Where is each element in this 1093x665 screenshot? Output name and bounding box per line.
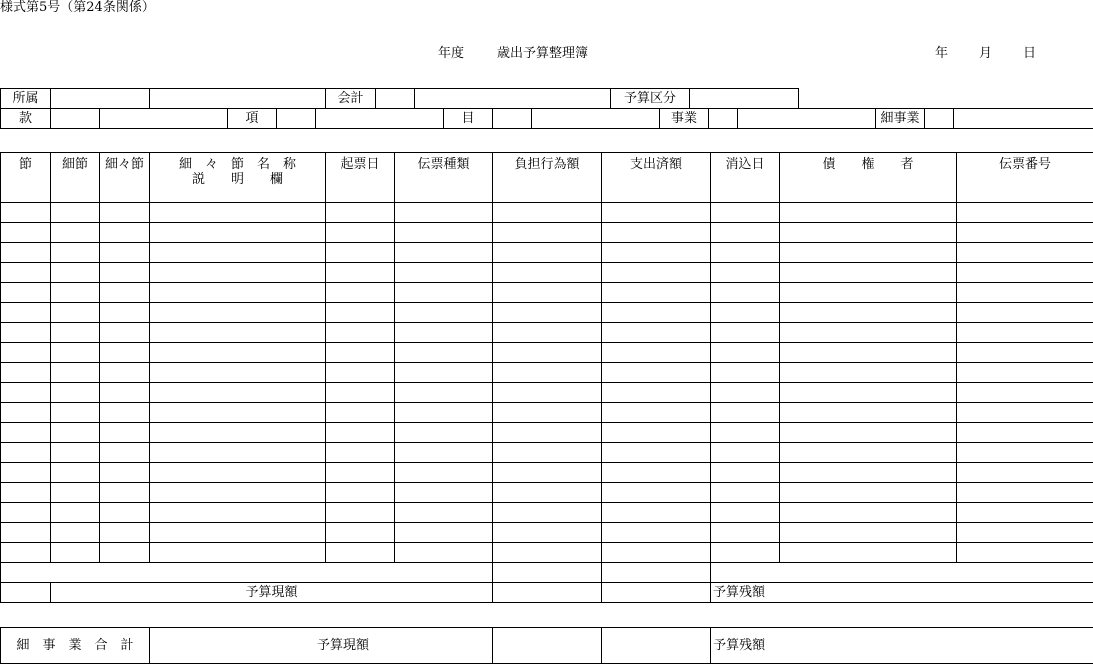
col-setsu: 節 — [1, 153, 51, 203]
kan-name-field[interactable] — [100, 109, 228, 129]
ledger-cell[interactable] — [711, 263, 780, 283]
table-row — [1, 343, 1093, 363]
ledger-cell[interactable] — [711, 243, 780, 263]
ledger-cell[interactable] — [957, 343, 1093, 363]
ledger-cell[interactable] — [326, 203, 395, 223]
ledger-cell[interactable] — [395, 483, 493, 503]
ledger-cell[interactable] — [1, 523, 51, 543]
ledger-cell[interactable] — [326, 483, 395, 503]
blank-cell-left — [1, 563, 493, 583]
ledger-cell[interactable] — [150, 483, 326, 503]
jigyou-label: 事業 — [660, 109, 709, 129]
summary-budget-current-label: 予算現額 — [150, 628, 493, 664]
ledger-cell[interactable] — [395, 523, 493, 543]
ledger-cell[interactable] — [100, 323, 150, 343]
ledger-cell[interactable] — [326, 343, 395, 363]
ledger-cell[interactable] — [395, 303, 493, 323]
ledger-cell[interactable] — [602, 503, 711, 523]
date-day-label: 日 — [1023, 46, 1037, 61]
blank-cell-shishutsu[interactable] — [602, 563, 711, 583]
ledger-cell[interactable] — [493, 463, 602, 483]
ledger-cell[interactable] — [493, 483, 602, 503]
ledger-cell[interactable] — [780, 403, 957, 423]
ledger-cell[interactable] — [100, 283, 150, 303]
ledger-cell[interactable] — [780, 463, 957, 483]
summary-budget-remaining-label: 予算残額 — [711, 628, 1093, 664]
ledger-cell[interactable] — [602, 303, 711, 323]
ledger-cell[interactable] — [51, 443, 100, 463]
ledger-cell[interactable] — [395, 403, 493, 423]
ledger-cell[interactable] — [602, 343, 711, 363]
ledger-cell[interactable] — [780, 383, 957, 403]
ledger-cell[interactable] — [711, 423, 780, 443]
ledger-cell[interactable] — [100, 503, 150, 523]
ledger-cell[interactable] — [711, 303, 780, 323]
ledger-cell[interactable] — [150, 283, 326, 303]
kaikei-code-field[interactable] — [376, 89, 415, 109]
ledger-cell[interactable] — [602, 463, 711, 483]
col-saisetsu: 細節 — [51, 153, 100, 203]
kou-name-field[interactable] — [316, 109, 444, 129]
ledger-cell[interactable] — [395, 203, 493, 223]
ledger-cell[interactable] — [780, 543, 957, 563]
ledger-cell[interactable] — [1, 263, 51, 283]
ledger-cell[interactable] — [602, 483, 711, 503]
table-row — [1, 523, 1093, 543]
ledger-cell[interactable] — [711, 463, 780, 483]
ledger-cell[interactable] — [711, 223, 780, 243]
ledger-cell[interactable] — [780, 283, 957, 303]
ledger-cell[interactable] — [1, 423, 51, 443]
ledger-cell[interactable] — [150, 443, 326, 463]
ledger-cell[interactable] — [957, 403, 1093, 423]
col-name-description — [150, 153, 326, 203]
budget-remaining-label: 予算残額 — [711, 583, 1093, 603]
ledger-cell[interactable] — [1, 283, 51, 303]
ledger-cell[interactable] — [100, 243, 150, 263]
ledger-cell[interactable] — [493, 383, 602, 403]
ledger-cell[interactable] — [493, 203, 602, 223]
ledger-cell[interactable] — [780, 323, 957, 343]
ledger-cell[interactable] — [395, 263, 493, 283]
ledger-cell[interactable] — [100, 423, 150, 443]
ledger-cell[interactable] — [51, 403, 100, 423]
budget-total-setsu-cell — [1, 583, 51, 603]
ledger-cell[interactable] — [957, 423, 1093, 443]
ledger-cell[interactable] — [150, 223, 326, 243]
ledger-cell[interactable] — [780, 223, 957, 243]
ledger-cell[interactable] — [957, 523, 1093, 543]
ledger-cell[interactable] — [1, 403, 51, 423]
table-row — [1, 283, 1093, 303]
ledger-cell[interactable] — [493, 263, 602, 283]
budget-current-label: 予算現額 — [51, 583, 493, 603]
ledger-cell[interactable] — [602, 223, 711, 243]
ledger-cell[interactable] — [150, 323, 326, 343]
ledger-cell[interactable] — [1, 463, 51, 483]
ledger-cell[interactable] — [150, 423, 326, 443]
blank-row — [1, 563, 1093, 583]
sai-jigyou-name-field[interactable] — [954, 109, 1093, 129]
ledger-cell[interactable] — [51, 223, 100, 243]
budget-total-row — [1, 583, 1093, 603]
ledger-cell[interactable] — [711, 383, 780, 403]
shozoku-label: 所属 — [1, 89, 51, 109]
ledger-cell[interactable] — [493, 363, 602, 383]
ledger-cell[interactable] — [493, 543, 602, 563]
ledger-cell[interactable] — [100, 223, 150, 243]
ledger-cell[interactable] — [780, 343, 957, 363]
ledger-cell[interactable] — [711, 503, 780, 523]
ledger-cell[interactable] — [493, 283, 602, 303]
table-row — [1, 223, 1093, 243]
col-shishutsu-zumi-gaku: 支出済額 — [602, 153, 711, 203]
jigyou-name-field[interactable] — [738, 109, 876, 129]
ledger-cell[interactable] — [150, 363, 326, 383]
ledger-body — [1, 203, 1093, 563]
date-month-label: 月 — [979, 46, 993, 61]
ledger-cell[interactable] — [602, 263, 711, 283]
ledger-cell[interactable] — [326, 363, 395, 383]
ledger-cell[interactable] — [395, 463, 493, 483]
col-futan-koui-gaku: 負担行為額 — [493, 153, 602, 203]
ledger-cell[interactable] — [602, 283, 711, 303]
ledger-cell[interactable] — [326, 463, 395, 483]
ledger-cell[interactable] — [326, 423, 395, 443]
ledger-cell[interactable] — [51, 283, 100, 303]
table-row — [1, 403, 1093, 423]
ledger-cell[interactable] — [780, 443, 957, 463]
page-title: 歳出予算整理簿 — [497, 46, 589, 61]
col-kihyoubi: 起票日 — [326, 153, 395, 203]
ledger-cell[interactable] — [100, 303, 150, 323]
ledger-cell[interactable] — [493, 223, 602, 243]
ledger-cell[interactable] — [395, 343, 493, 363]
summary-table — [0, 627, 1093, 664]
summary-label: 細 事 業 合 計 — [1, 628, 150, 664]
ledger-cell[interactable] — [493, 443, 602, 463]
ledger-cell[interactable] — [780, 203, 957, 223]
ledger-cell[interactable] — [395, 503, 493, 523]
ledger-cell[interactable] — [326, 523, 395, 543]
moku-code-field[interactable] — [493, 109, 532, 129]
ledger-cell[interactable] — [780, 423, 957, 443]
ledger-cell[interactable] — [326, 263, 395, 283]
ledger-cell[interactable] — [602, 523, 711, 543]
ledger-cell[interactable] — [780, 503, 957, 523]
ledger-cell[interactable] — [51, 523, 100, 543]
ledger-cell[interactable] — [326, 223, 395, 243]
ledger-cell[interactable] — [493, 403, 602, 423]
sai-jigyou-code-field[interactable] — [925, 109, 954, 129]
ledger-cell[interactable] — [100, 203, 150, 223]
ledger-cell[interactable] — [1, 503, 51, 523]
ledger-cell[interactable] — [711, 403, 780, 423]
ledger-cell[interactable] — [51, 243, 100, 263]
moku-name-field[interactable] — [532, 109, 660, 129]
ledger-cell[interactable] — [1, 343, 51, 363]
fiscal-year-label: 年度 — [438, 46, 465, 61]
ledger-cell[interactable] — [100, 443, 150, 463]
kaikei-name-field[interactable] — [415, 89, 611, 109]
ledger-cell[interactable] — [957, 543, 1093, 563]
ledger-cell[interactable] — [100, 383, 150, 403]
ledger-cell[interactable] — [711, 543, 780, 563]
ledger-cell[interactable] — [493, 423, 602, 443]
ledger-cell[interactable] — [957, 483, 1093, 503]
ledger-cell[interactable] — [150, 343, 326, 363]
ledger-cell[interactable] — [100, 523, 150, 543]
table-row — [1, 243, 1093, 263]
ledger-cell[interactable] — [711, 483, 780, 503]
kou-label: 項 — [228, 109, 277, 129]
ledger-cell[interactable] — [1, 483, 51, 503]
blank-cell-right — [711, 563, 1093, 583]
ledger-cell[interactable] — [1, 543, 51, 563]
ledger-cell[interactable] — [326, 503, 395, 523]
ledger-cell[interactable] — [1, 323, 51, 343]
ledger-cell[interactable] — [395, 383, 493, 403]
budget-total-futan-cell[interactable] — [493, 583, 602, 603]
ledger-cell[interactable] — [957, 263, 1093, 283]
ledger-cell[interactable] — [51, 503, 100, 523]
table-row — [1, 503, 1093, 523]
summary-shishutsu-cell[interactable] — [602, 628, 711, 664]
ledger-cell[interactable] — [1, 383, 51, 403]
info-table-2 — [0, 108, 1093, 129]
ledger-cell[interactable] — [150, 543, 326, 563]
table-row — [1, 203, 1093, 223]
summary-futan-cell[interactable] — [493, 628, 602, 664]
ledger-cell[interactable] — [51, 383, 100, 403]
ledger-cell[interactable] — [1, 243, 51, 263]
ledger-cell[interactable] — [51, 543, 100, 563]
kou-code-field[interactable] — [277, 109, 316, 129]
kan-code-field[interactable] — [51, 109, 100, 129]
ledger-cell[interactable] — [602, 363, 711, 383]
ledger-cell[interactable] — [957, 223, 1093, 243]
ledger-cell[interactable] — [957, 283, 1093, 303]
col-description: 説 明 欄 — [191, 172, 283, 187]
ledger-cell[interactable] — [326, 443, 395, 463]
ledger-cell[interactable] — [602, 403, 711, 423]
table-row — [1, 303, 1093, 323]
ledger-cell[interactable] — [1, 443, 51, 463]
ledger-cell[interactable] — [957, 443, 1093, 463]
ledger-cell[interactable] — [602, 423, 711, 443]
ledger-cell[interactable] — [957, 503, 1093, 523]
table-row — [1, 423, 1093, 443]
ledger-table — [0, 152, 1093, 603]
ledger-cell[interactable] — [711, 323, 780, 343]
ledger-cell[interactable] — [780, 523, 957, 543]
ledger-cell[interactable] — [711, 203, 780, 223]
ledger-cell[interactable] — [602, 323, 711, 343]
ledger-cell[interactable] — [711, 443, 780, 463]
ledger-cell[interactable] — [711, 283, 780, 303]
yosan-kubun-label: 予算区分 — [611, 89, 690, 109]
ledger-cell[interactable] — [326, 243, 395, 263]
ledger-cell[interactable] — [493, 503, 602, 523]
moku-label: 目 — [444, 109, 493, 129]
ledger-cell[interactable] — [150, 503, 326, 523]
ledger-cell[interactable] — [51, 203, 100, 223]
ledger-cell[interactable] — [326, 383, 395, 403]
ledger-cell[interactable] — [780, 263, 957, 283]
col-denpyou-bangou: 伝票番号 — [957, 153, 1093, 203]
ledger-cell[interactable] — [51, 323, 100, 343]
yosan-kubun-field[interactable] — [690, 89, 799, 109]
ledger-cell[interactable] — [100, 263, 150, 283]
col-saikensha: 債 権 者 — [780, 153, 957, 203]
ledger-cell[interactable] — [51, 303, 100, 323]
ledger-cell[interactable] — [100, 403, 150, 423]
table-row — [1, 263, 1093, 283]
ledger-cell[interactable] — [51, 483, 100, 503]
ledger-cell[interactable] — [100, 343, 150, 363]
ledger-cell[interactable] — [711, 343, 780, 363]
table-row — [1, 323, 1093, 343]
info-table-1 — [0, 88, 799, 109]
col-saisaisetsu: 細々節 — [100, 153, 150, 203]
date-year-label: 年 — [935, 46, 949, 61]
ledger-cell[interactable] — [602, 383, 711, 403]
table-row — [1, 543, 1093, 563]
ledger-cell[interactable] — [51, 343, 100, 363]
ledger-cell[interactable] — [711, 523, 780, 543]
ledger-cell[interactable] — [395, 363, 493, 383]
kan-label: 款 — [1, 109, 51, 129]
ledger-cell[interactable] — [1, 223, 51, 243]
ledger-cell[interactable] — [51, 363, 100, 383]
ledger-cell[interactable] — [957, 323, 1093, 343]
table-row — [1, 443, 1093, 463]
ledger-cell[interactable] — [395, 443, 493, 463]
jigyou-code-field[interactable] — [709, 109, 738, 129]
ledger-cell[interactable] — [100, 463, 150, 483]
ledger-cell[interactable] — [493, 523, 602, 543]
ledger-cell[interactable] — [780, 483, 957, 503]
ledger-cell[interactable] — [326, 323, 395, 343]
ledger-cell[interactable] — [957, 303, 1093, 323]
table-row — [1, 363, 1093, 383]
ledger-cell[interactable] — [493, 243, 602, 263]
ledger-cell[interactable] — [602, 203, 711, 223]
ledger-cell[interactable] — [100, 483, 150, 503]
ledger-cell[interactable] — [395, 243, 493, 263]
ledger-cell[interactable] — [493, 303, 602, 323]
sai-jigyou-label: 細事業 — [876, 109, 925, 129]
form-label: 様式第5号（第24条関係） — [0, 0, 155, 15]
ledger-cell[interactable] — [51, 423, 100, 443]
ledger-cell[interactable] — [395, 283, 493, 303]
ledger-cell[interactable] — [493, 343, 602, 363]
ledger-cell[interactable] — [957, 383, 1093, 403]
ledger-cell[interactable] — [51, 263, 100, 283]
ledger-cell[interactable] — [150, 523, 326, 543]
table-row — [1, 383, 1093, 403]
ledger-cell[interactable] — [957, 463, 1093, 483]
ledger-cell[interactable] — [780, 243, 957, 263]
ledger-cell[interactable] — [602, 443, 711, 463]
ledger-cell[interactable] — [100, 363, 150, 383]
ledger-cell[interactable] — [395, 223, 493, 243]
ledger-cell[interactable] — [1, 363, 51, 383]
ledger-cell[interactable] — [326, 403, 395, 423]
col-name: 細 々 節 名 称 — [178, 157, 296, 172]
ledger-cell[interactable] — [957, 203, 1093, 223]
ledger-cell[interactable] — [1, 303, 51, 323]
ledger-cell[interactable] — [150, 383, 326, 403]
ledger-cell[interactable] — [957, 243, 1093, 263]
ledger-cell[interactable] — [395, 543, 493, 563]
table-row — [1, 463, 1093, 483]
ledger-cell[interactable] — [711, 363, 780, 383]
budget-total-shishutsu-cell[interactable] — [602, 583, 711, 603]
ledger-cell[interactable] — [780, 303, 957, 323]
ledger-cell[interactable] — [150, 403, 326, 423]
ledger-cell[interactable] — [957, 363, 1093, 383]
ledger-cell[interactable] — [780, 363, 957, 383]
ledger-cell[interactable] — [602, 243, 711, 263]
ledger-header-row — [1, 153, 1093, 203]
ledger-cell[interactable] — [602, 543, 711, 563]
ledger-cell[interactable] — [395, 423, 493, 443]
ledger-cell[interactable] — [150, 303, 326, 323]
col-denpyou-shurui: 伝票種類 — [395, 153, 493, 203]
ledger-cell[interactable] — [395, 323, 493, 343]
ledger-cell[interactable] — [150, 463, 326, 483]
shozoku-field[interactable] — [51, 89, 150, 109]
ledger-cell[interactable] — [150, 263, 326, 283]
ledger-cell[interactable] — [100, 543, 150, 563]
ledger-cell[interactable] — [150, 243, 326, 263]
kaikei-label: 会計 — [326, 89, 376, 109]
ledger-cell[interactable] — [493, 323, 602, 343]
ledger-cell[interactable] — [326, 543, 395, 563]
shozoku-name-field[interactable] — [150, 89, 326, 109]
ledger-cell[interactable] — [326, 283, 395, 303]
blank-cell-futan[interactable] — [493, 563, 602, 583]
table-row — [1, 483, 1093, 503]
col-keshikomi-bi: 消込日 — [711, 153, 780, 203]
ledger-cell[interactable] — [51, 463, 100, 483]
ledger-cell[interactable] — [150, 203, 326, 223]
ledger-cell[interactable] — [326, 303, 395, 323]
ledger-cell[interactable] — [1, 203, 51, 223]
